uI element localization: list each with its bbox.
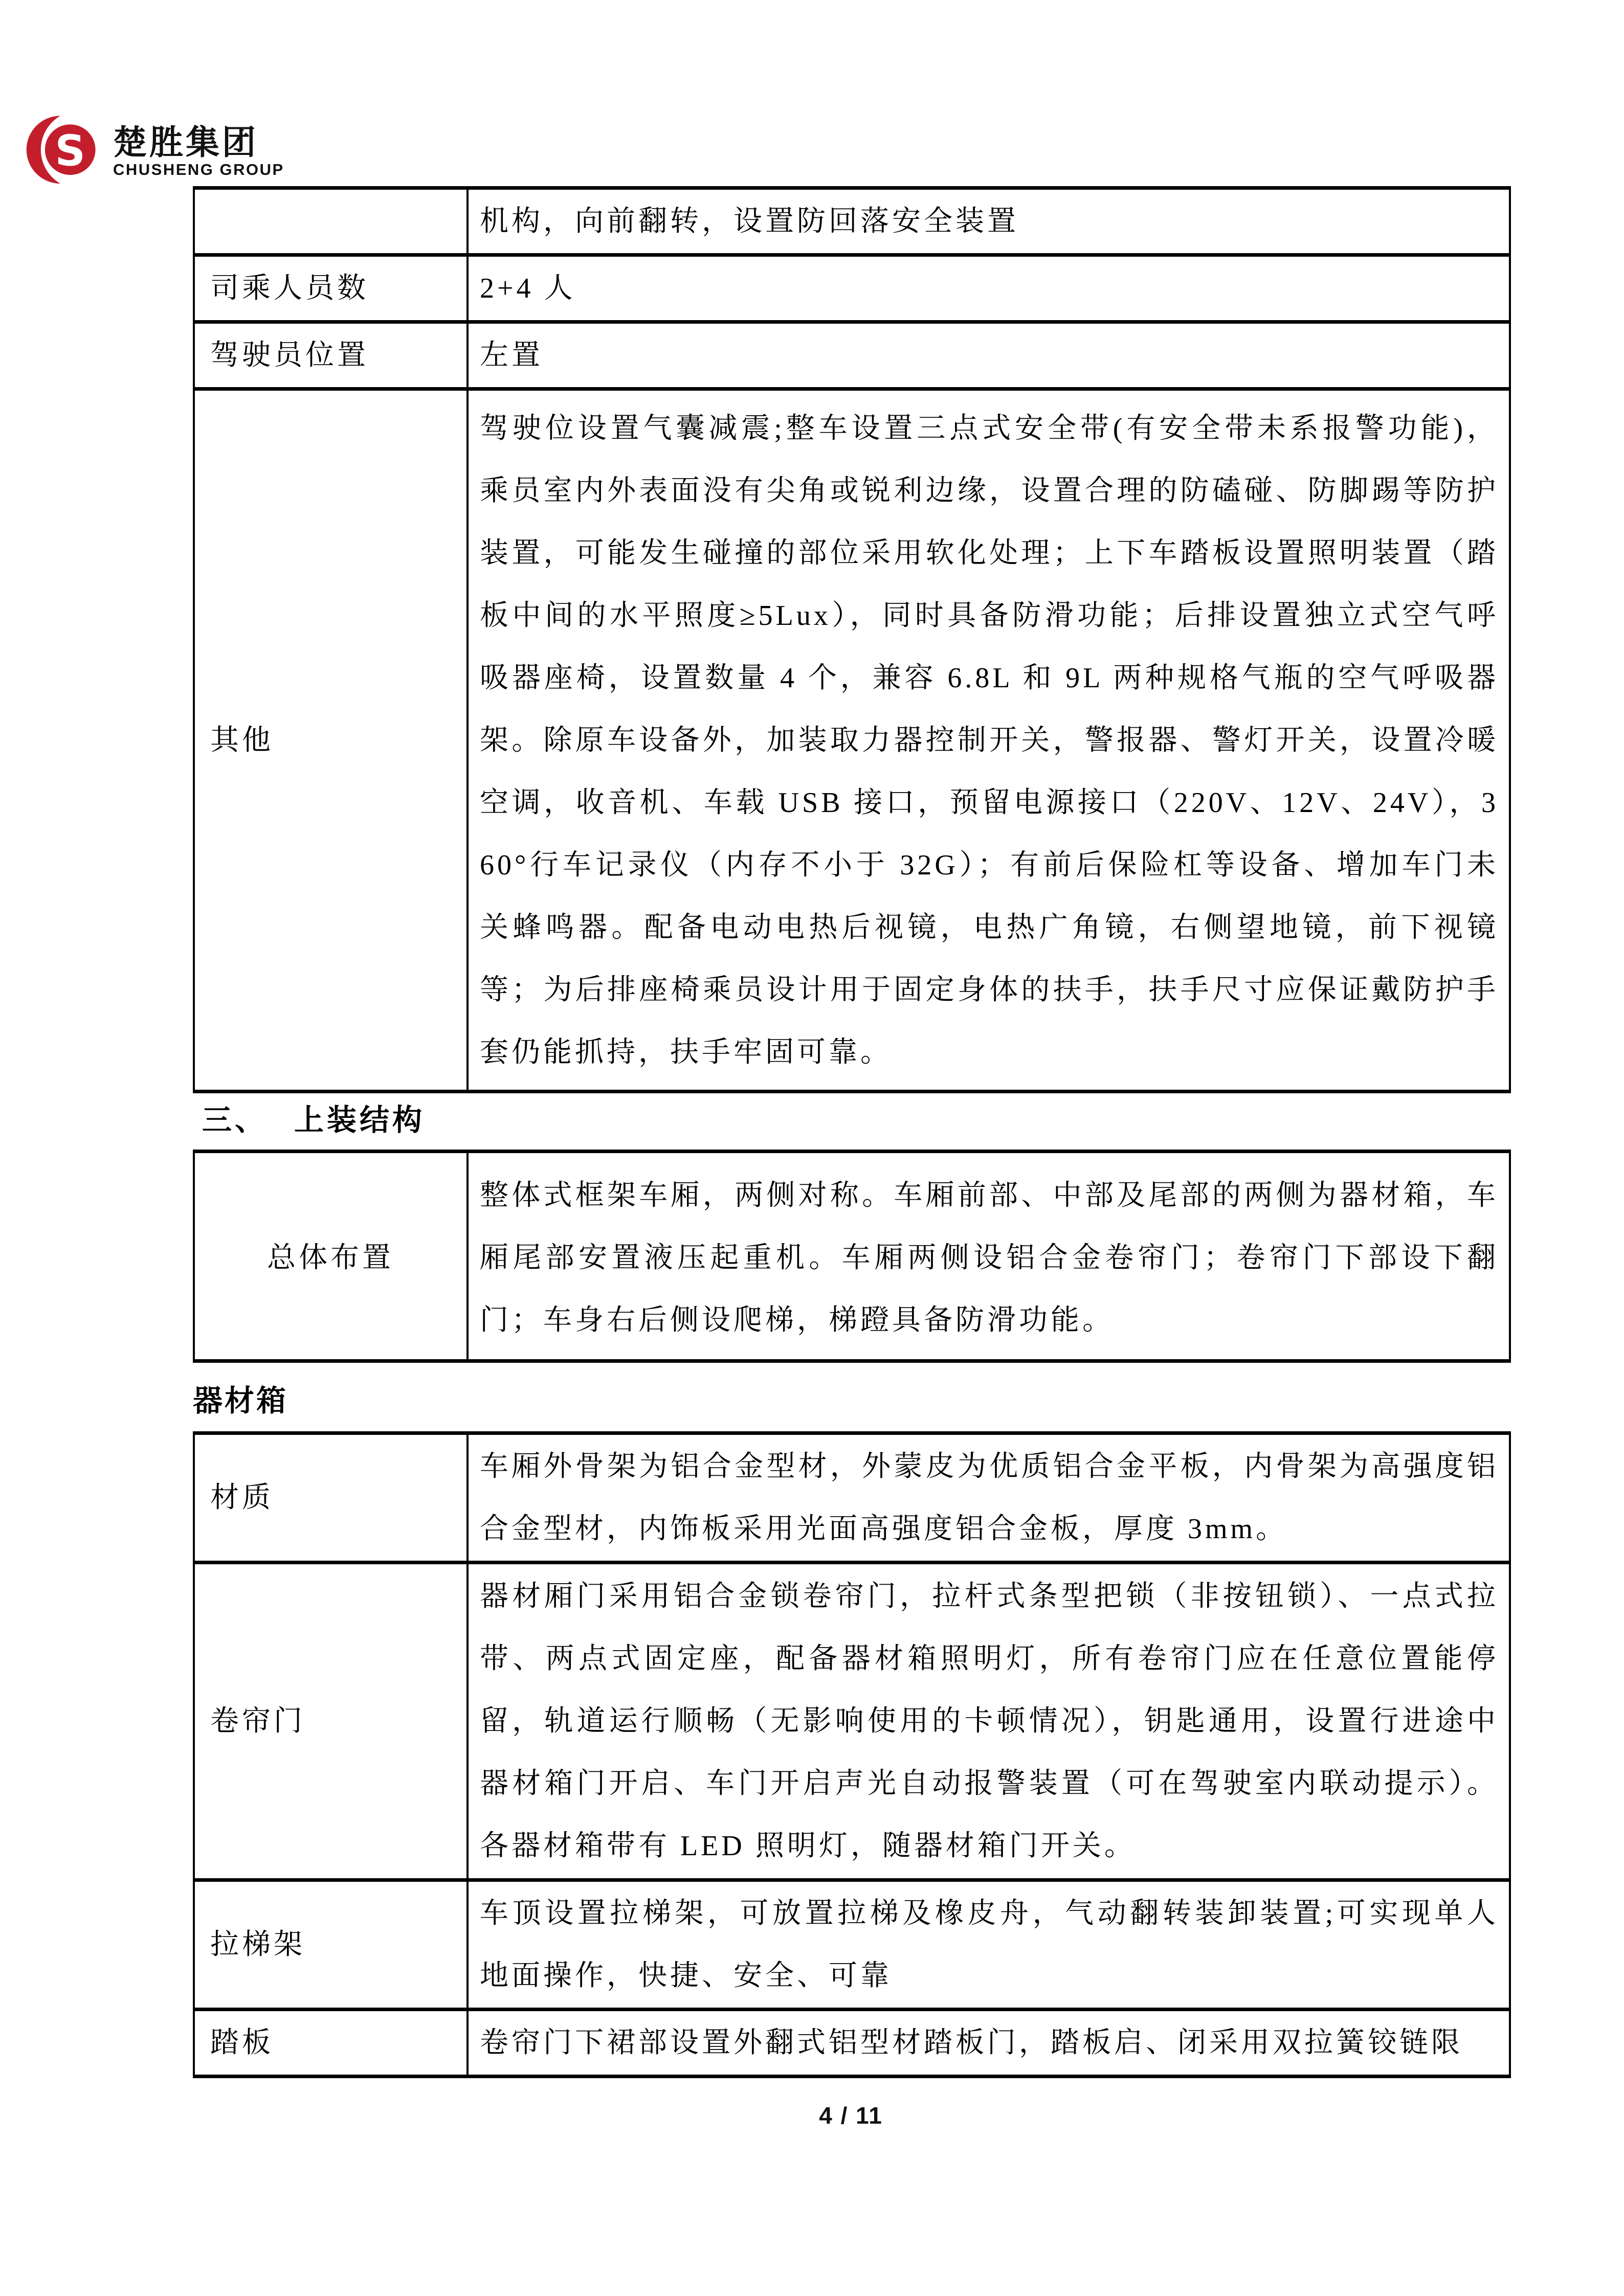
sub-heading-equipment-box: 器材箱 xyxy=(193,1384,288,1417)
section-number: 三、 xyxy=(202,1104,268,1137)
table-row-roller-shutter xyxy=(194,1563,1510,1880)
row-label: 拉梯架 xyxy=(194,1880,468,2010)
row-value: 整体式框架车厢，两侧对称。车厢前部、中部及尾部的两侧为器材箱，车厢尾部安置液压起重机。车厢两侧设铝合金卷帘门；卷帘门下部设下翻门；车身右后侧设爬梯，梯蹬具备防滑功能。 xyxy=(468,1152,1510,1361)
row-value: 器材厢门采用铝合金锁卷帘门，拉杆式条型把锁（非按钮锁）、一点式拉带、两点式固定座，配备器材箱照明灯，所有卷帘门应在任意位置能停留，轨道运行顺畅（无影响使用的卡顿情况），钥匙通用，设置行进途中器材箱门开启、车门开启声光自动报警装置（可在驾驶室内联动提示）。各器材箱带有 LED 照明灯，随器材箱门开关。 xyxy=(468,1563,1510,1880)
chusheng-logo-icon xyxy=(24,114,100,185)
table-row-ladder-rack xyxy=(194,1880,1510,2010)
page-content xyxy=(193,186,1509,2130)
row-label: 驾驶员位置 xyxy=(194,322,468,389)
row-value: 卷帘门下裙部设置外翻式铝型材踏板门，踏板启、闭采用双拉簧铰链限 xyxy=(468,2010,1510,2077)
section-title: 上装结构 xyxy=(294,1104,426,1137)
company-name-cn: 楚胜集团 xyxy=(113,123,258,161)
row-label xyxy=(194,188,468,255)
row-value: 车顶设置拉梯架，可放置拉梯及橡皮舟，气动翻转装卸装置;可实现单人地面操作，快捷、安全、可靠 xyxy=(468,1880,1510,2010)
company-name-en: CHUSHENG GROUP xyxy=(113,161,284,178)
svg-text:S: S xyxy=(55,126,85,176)
company-logo xyxy=(24,0,1624,186)
table-row-driver-position xyxy=(194,322,1510,389)
table-row-material xyxy=(194,1433,1510,1563)
row-value: 驾驶位设置气囊减震;整车设置三点式安全带(有安全带未系报警功能)，乘员室内外表面没有尖角或锐利边缘，设置合理的防磕碰、防脚踢等防护装置，可能发生碰撞的部位采用软化处理；上下车踏板设置照明装置（踏板中间的水平照度≥5Lux），同时具备防滑功能；后排设置独立式空气呼吸器座椅，设置数量 4 个，兼容 6.8L 和 9L 两种规格气瓶的空气呼吸器架。除原车设备外，加装取力器控制开关，警报器、警灯开关，设置冷暖空调，收音机、车载 USB 接口，预留电源接口（220V、12V、24V），360°行车记录仪（内存不小于 32G）；有前后保险杠等设备、增加车门未关蜂鸣器。配备电动电热后视镜，电热广角镜，右侧望地镜，前下视镜等；为后排座椅乘员设计用于固定身体的扶手，扶手尺寸应保证戴防护手套仍能抓持，扶手牢固可靠。 xyxy=(468,389,1510,1092)
table-row-other xyxy=(194,389,1510,1092)
row-value: 机构，向前翻转，设置防回落安全装置 xyxy=(468,188,1510,255)
row-label: 踏板 xyxy=(194,2010,468,2077)
row-value: 左置 xyxy=(468,322,1510,389)
table-row-crew-count xyxy=(194,255,1510,322)
equipment-box-table xyxy=(193,1431,1511,2078)
table-row-mechanism xyxy=(194,188,1510,255)
row-label: 材质 xyxy=(194,1433,468,1563)
row-label: 总体布置 xyxy=(194,1152,468,1361)
table-row-general-layout xyxy=(194,1152,1510,1361)
row-label: 司乘人员数 xyxy=(194,255,468,322)
row-label: 其他 xyxy=(194,389,468,1092)
table-row-step-board xyxy=(194,2010,1510,2077)
logo-text xyxy=(113,114,284,179)
section-heading-upper-structure xyxy=(202,1106,1509,1135)
cab-spec-table xyxy=(193,186,1511,1093)
upper-structure-table xyxy=(193,1150,1511,1363)
page-number: 4 / 11 xyxy=(819,2102,883,2129)
row-value: 车厢外骨架为铝合金型材，外蒙皮为优质铝合金平板，内骨架为高强度铝合金型材，内饰板采用光面高强度铝合金板，厚度 3mm。 xyxy=(468,1433,1510,1563)
row-value: 2+4 人 xyxy=(468,255,1510,322)
row-label: 卷帘门 xyxy=(194,1563,468,1880)
